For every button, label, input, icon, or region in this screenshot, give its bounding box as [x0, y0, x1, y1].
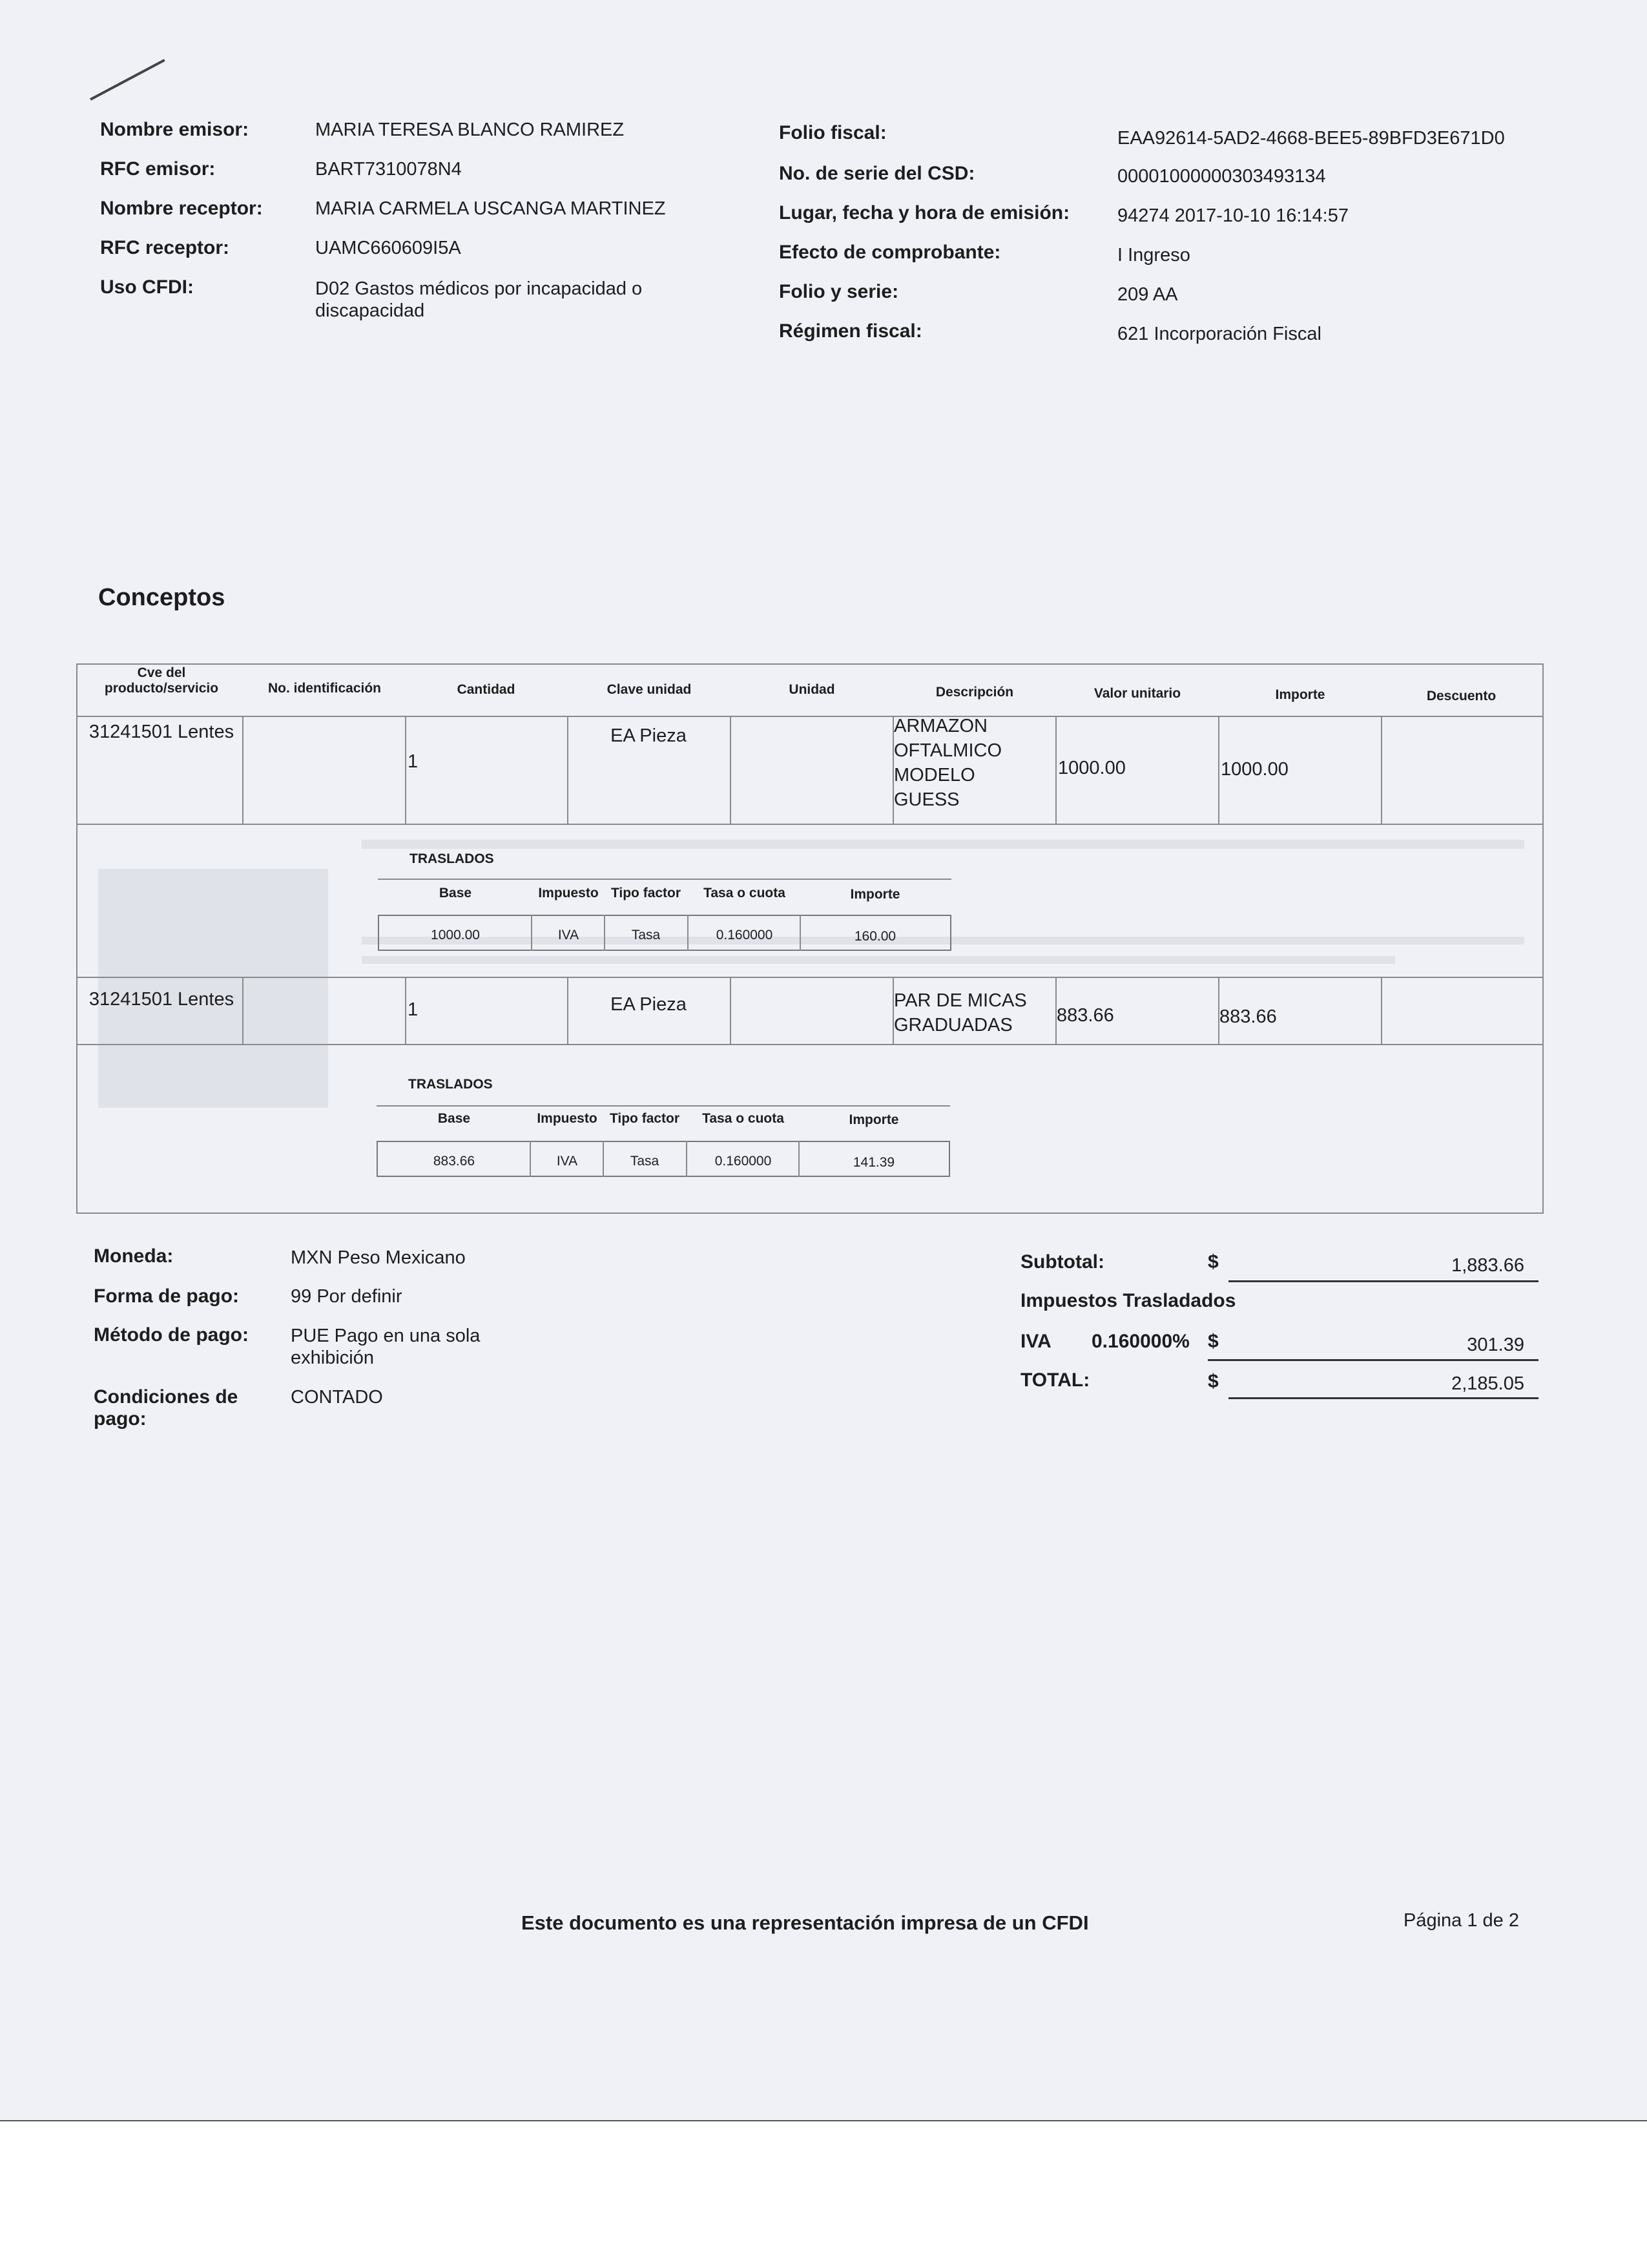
- traslados-rule: [377, 1105, 950, 1107]
- table-rule: [730, 977, 731, 1044]
- col-descripcion: Descripción: [935, 685, 1014, 700]
- pen-strike-mark: [90, 59, 165, 101]
- tras2-col-importe: Importe: [849, 1112, 899, 1127]
- tras1-base: 1000.00: [431, 928, 480, 942]
- value-iva: 301.39: [1467, 1335, 1524, 1355]
- value-total: 2,185.05: [1451, 1373, 1524, 1394]
- tras2-impuesto: IVA: [556, 1154, 578, 1169]
- traslados-title-1: TRASLADOS: [409, 851, 494, 866]
- value-forma-pago: 99 Por definir: [291, 1286, 402, 1307]
- table-rule: [1381, 977, 1382, 1044]
- value-metodo-pago: PUE Pago en una sola exhibición: [291, 1326, 481, 1368]
- label-nombre-receptor: Nombre receptor:: [100, 198, 263, 219]
- row2-cve: 31241501 Lentes: [88, 989, 234, 1010]
- label-moneda: Moneda:: [94, 1245, 174, 1267]
- col-unidad: Unidad: [789, 682, 835, 697]
- label-regimen-fiscal: Régimen fiscal:: [779, 320, 922, 342]
- row2-valor-unitario: 883.66: [1057, 1005, 1114, 1026]
- total-currency: $: [1208, 1371, 1219, 1392]
- label-folio-serie: Folio y serie:: [779, 281, 899, 302]
- label-folio-fiscal: Folio fiscal:: [779, 122, 887, 143]
- label-uso-cfdi: Uso CFDI:: [100, 276, 194, 298]
- tras2-tipo-factor: Tasa: [630, 1154, 659, 1169]
- table-rule: [76, 824, 1544, 825]
- scanner-margin: [0, 2120, 1647, 2268]
- tras2-tasa: 0.160000: [714, 1154, 772, 1169]
- table-rule: [1055, 716, 1057, 824]
- value-condiciones-pago: CONTADO: [291, 1387, 383, 1408]
- tras1-importe: 160.00: [854, 929, 896, 944]
- iva-rate: 0.160000%: [1092, 1331, 1190, 1352]
- footer-cfdi-note: Este documento es una representación impresa de un CFDI: [521, 1911, 1089, 1934]
- tras1-col-tasa: Tasa o cuota: [703, 886, 785, 900]
- label-forma-pago: Forma de pago:: [94, 1285, 240, 1307]
- table-rule: [76, 977, 1544, 978]
- value-folio-serie: 209 AA: [1117, 284, 1178, 305]
- iva-currency: $: [1208, 1331, 1219, 1352]
- tras2-base: 883.66: [433, 1154, 475, 1169]
- traslados-rule: [378, 879, 951, 880]
- table-rule: [730, 716, 731, 824]
- value-nombre-emisor: MARIA TERESA BLANCO RAMIREZ: [315, 120, 625, 140]
- row1-valor-unitario: 1000.00: [1058, 758, 1126, 778]
- row1-importe: 1000.00: [1221, 759, 1289, 780]
- value-folio-fiscal: EAA92614-5AD2-4668-BEE5-89BFD3E671D0: [1117, 128, 1505, 149]
- col-importe: Importe: [1275, 687, 1325, 702]
- label-serie-csd: No. de serie del CSD:: [779, 163, 975, 184]
- value-rfc-receptor: UAMC660609I5A: [315, 238, 461, 258]
- page-number: Página 1 de 2: [1404, 1910, 1519, 1931]
- table-rule: [567, 977, 568, 1044]
- value-rfc-emisor: BART7310078N4: [315, 159, 462, 180]
- col-clave-unidad: Clave unidad: [606, 682, 692, 697]
- label-iva: IVA: [1020, 1331, 1051, 1352]
- label-impuestos-trasladados: Impuestos Trasladados: [1020, 1290, 1236, 1311]
- label-subtotal: Subtotal:: [1020, 1251, 1104, 1273]
- tras2-col-impuesto: Impuesto: [537, 1111, 597, 1126]
- col-valor-unitario: Valor unitario: [1093, 686, 1181, 701]
- tras2-col-tasa: Tasa o cuota: [702, 1111, 784, 1126]
- value-lugar-fecha: 94274 2017-10-10 16:14:57: [1117, 205, 1349, 226]
- col-cve-producto: Cve del producto/servicio: [104, 665, 219, 696]
- table-rule: [405, 977, 406, 1044]
- conceptos-title: Conceptos: [98, 584, 225, 611]
- label-condiciones-pago: Condiciones de pago:: [94, 1386, 238, 1430]
- label-rfc-receptor: RFC receptor:: [100, 237, 230, 258]
- col-descuento: Descuento: [1426, 689, 1497, 703]
- label-nombre-emisor: Nombre emisor:: [100, 119, 249, 140]
- col-cantidad: Cantidad: [457, 682, 515, 697]
- label-metodo-pago: Método de pago:: [94, 1324, 249, 1346]
- label-rfc-emisor: RFC emisor:: [100, 158, 216, 180]
- label-efecto-comprobante: Efecto de comprobante:: [779, 242, 1001, 263]
- row1-descripcion: ARMAZON OFTALMICO MODELO GUESS: [894, 716, 1002, 810]
- tras2-col-tipo-factor: Tipo factor: [609, 1111, 680, 1126]
- traslados-title-2: TRASLADOS: [408, 1077, 493, 1092]
- value-subtotal: 1,883.66: [1451, 1255, 1524, 1276]
- value-regimen-fiscal: 621 Incorporación Fiscal: [1117, 324, 1321, 344]
- row2-descripcion: PAR DE MICAS GRADUADAS: [894, 990, 1027, 1035]
- table-rule: [242, 977, 243, 1044]
- row2-cantidad: 1: [408, 999, 419, 1020]
- table-rule: [405, 716, 406, 824]
- tras1-col-importe: Importe: [850, 887, 900, 902]
- table-rule: [242, 716, 243, 824]
- iva-rule: [1208, 1359, 1538, 1361]
- tras1-impuesto: IVA: [557, 928, 579, 942]
- total-rule: [1228, 1397, 1538, 1399]
- value-nombre-receptor: MARIA CARMELA USCANGA MARTINEZ: [315, 198, 666, 219]
- tras1-col-tipo-factor: Tipo factor: [610, 886, 681, 900]
- tras1-tipo-factor: Tasa: [631, 928, 661, 942]
- tras1-col-base: Base: [439, 886, 472, 900]
- tras2-col-base: Base: [437, 1111, 471, 1126]
- value-uso-cfdi: D02 Gastos médicos por incapacidad o discapacidad: [315, 278, 643, 321]
- table-rule: [76, 716, 1544, 717]
- subtotal-rule: [1228, 1280, 1538, 1282]
- tras2-importe: 141.39: [853, 1155, 895, 1170]
- table-rule: [76, 1044, 1544, 1045]
- row1-cantidad: 1: [408, 751, 419, 772]
- table-rule: [1381, 716, 1382, 824]
- value-efecto-comprobante: I Ingreso: [1117, 245, 1190, 265]
- row1-cve: 31241501 Lentes: [88, 722, 234, 742]
- label-total: TOTAL:: [1020, 1369, 1090, 1391]
- row2-importe: 883.66: [1219, 1006, 1277, 1027]
- table-rule: [567, 716, 568, 824]
- tras1-tasa: 0.160000: [716, 928, 773, 942]
- tras1-col-impuesto: Impuesto: [538, 886, 599, 900]
- value-serie-csd: 00001000000303493134: [1117, 166, 1326, 187]
- value-moneda: MXN Peso Mexicano: [291, 1247, 466, 1268]
- subtotal-currency: $: [1208, 1251, 1219, 1273]
- row1-clave-unidad: EA Pieza: [610, 725, 687, 746]
- row2-clave-unidad: EA Pieza: [610, 994, 687, 1015]
- col-no-identificacion: No. identificación: [267, 681, 381, 696]
- table-rule: [1218, 716, 1219, 824]
- label-lugar-fecha: Lugar, fecha y hora de emisión:: [779, 202, 1070, 224]
